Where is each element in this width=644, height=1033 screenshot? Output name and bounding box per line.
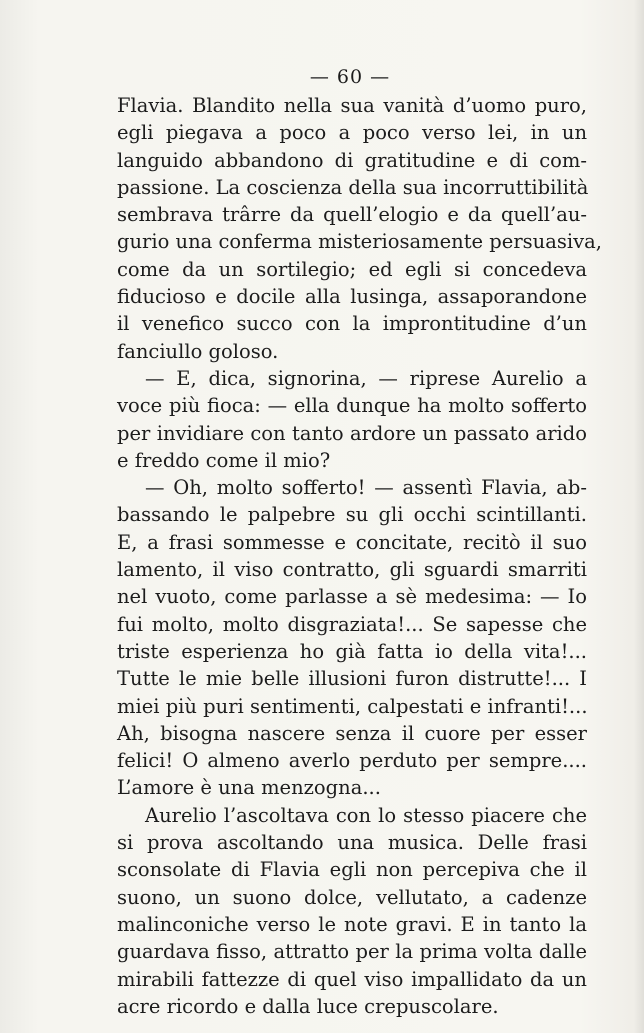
text-line: bassando le palpebre su gli occhi scintillanti. (117, 503, 587, 527)
text-line: acre ricordo e dalla luce crepuscolare. (117, 994, 499, 1018)
text-line: si prova ascoltando una musica. Delle frasi (117, 831, 587, 855)
text-line: passione. La coscienza della sua incorruttibilità (117, 175, 589, 199)
text-line: sembrava trârre da quell’elogio e da quell’au- (117, 203, 587, 227)
text-line: sconsolate di Flavia egli non percepiva che il (117, 858, 587, 882)
text-line: Tutte le mie belle illusioni furon distrutte!... I (117, 667, 587, 691)
text-line: languido abbandono di gratitudine e di com- (117, 148, 587, 172)
text-line: Flavia. Blandito nella sua vanità d’uomo puro, (117, 94, 587, 117)
text-line: miei più puri sentimenti, calpestati e infranti!... (117, 694, 588, 718)
text-line: come da un sortilegio; ed egli si concedeva (117, 257, 587, 281)
text-line: malinconiche verso le note gravi. E in tanto la (117, 912, 587, 936)
text-line: nel vuoto, come parlasse a sè medesima: — Io (117, 585, 587, 609)
text-line: mirabili fattezze di quel viso impallidato da un (117, 967, 587, 991)
page-edge-shadow (634, 0, 644, 1033)
text-line: egli piegava a poco a poco verso lei, in un (117, 121, 587, 145)
text-line: suono, un suono dolce, vellutato, a cadenze (117, 885, 587, 909)
text-line: Aurelio l’ascoltava con lo stesso piacere che (145, 803, 587, 827)
text-line: fui molto, molto disgraziata!... Se sapesse che (117, 612, 587, 636)
text-line: il venefico succo con la improntitudine d’un (117, 312, 587, 336)
text-line: e freddo come il mio? (117, 448, 331, 472)
text-line: felici! O almeno averlo perduto per sempre.... (117, 749, 587, 773)
text-line: fiducioso e docile alla lusinga, assaporandone (117, 285, 587, 309)
text-line: guardava fisso, attratto per la prima volta dalle (117, 940, 587, 964)
text-line: — Oh, molto sofferto! — assentì Flavia, ab- (145, 476, 587, 500)
text-line: triste esperienza ho già fatta io della vita!... (117, 639, 587, 663)
text-line: lamento, il viso contratto, gli sguardi smarriti (117, 558, 587, 582)
text-line: fanciullo goloso. (117, 339, 279, 363)
text-line: per invidiare con tanto ardore un passato arido (117, 421, 587, 445)
text-line: E, a frasi sommesse e concitate, recitò il suo (117, 530, 587, 554)
page-number: — 60 — (309, 66, 391, 88)
text-line: — E, dica, signorina, — riprese Aurelio a (145, 366, 587, 390)
text-line: Ah, bisogna nascere senza il cuore per esser (117, 721, 587, 745)
page-text (117, 92, 602, 1020)
text-line: L’amore è una menzogna... (117, 776, 381, 800)
text-line: voce più fioca: — ella dunque ha molto sofferto (117, 394, 587, 418)
text-line: gurio una conferma misteriosamente persuasiva, (117, 230, 602, 254)
